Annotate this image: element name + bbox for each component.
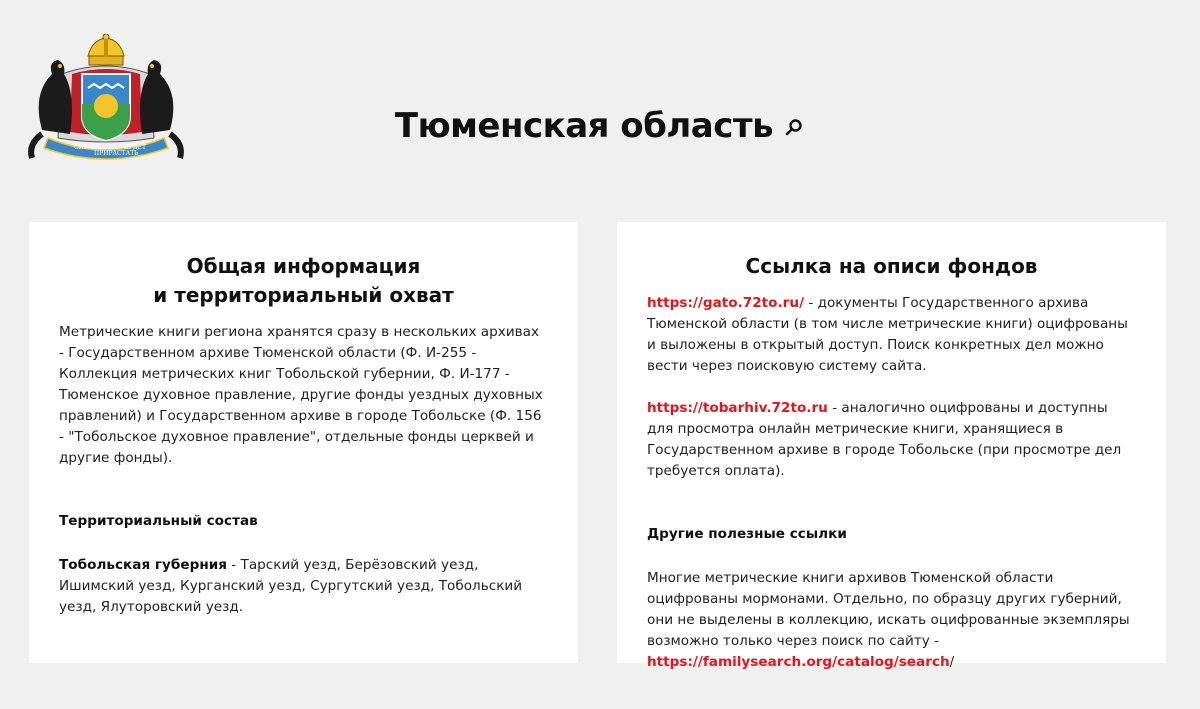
ribbon-text: ПРИРАСТАТЬ (94, 150, 139, 157)
page-title: Тюменская область (394, 106, 774, 146)
gato-link[interactable]: https://gato.72to.ru/ (647, 295, 805, 311)
territory-paragraph (59, 555, 548, 618)
ribbon-text: БУДЕТ (124, 144, 147, 151)
tobarhiv-description: - аналогично оцифрованы и доступны для просмотра онлайн метрические книги, хранящиеся в Государственном архиве в городе Тобольске (при просмотре дел требуется оплата). (647, 400, 1122, 479)
familysearch-link[interactable]: https://familysearch.org/catalog/search (647, 654, 950, 670)
search-icon (785, 118, 803, 136)
familysearch-description: Многие метрические книги архивов Тюменской области оцифрованы мормонами. Отдельно, по образцу других губерний, они не выделены в коллекцию, искать оцифрованные экземпляры возможно только через поиск по сайту - (647, 570, 1130, 649)
familysearch-suffix: / (949, 654, 955, 670)
archives-description: Метрические книги региона хранятся сразу в нескольких архивах - Государственном архиве Тюменской области (Ф. И-255 - Коллекция метрических книг Тобольской губернии, Ф. И-177 - Тюменское духовное правление, другие фонды уездных духовных правлений) и Государственном архиве в городе Тобольске (Ф. 156 - "Тобольское духовное правление", отдельные фонды церквей и другие фонды). (59, 324, 543, 466)
gato-description: - документы Государственного архива Тюменской области (в том числе метрические книги) оцифрованы и выложены в открытый доступ. Поиск конкретных дел можно вести через поисковую систему сайта. (647, 295, 1128, 374)
search-button[interactable] (783, 116, 805, 138)
other-links-heading: Другие полезные ссылки (647, 526, 847, 542)
ribbon-text: СИБИРЬ (74, 144, 102, 151)
territory-heading: Территориальный состав (59, 513, 258, 529)
general-info-title-line2: и территориальный охват (153, 283, 454, 307)
territory-list: - Тарский уезд, Берёзовский уезд, Ишимский уезд, Курганский уезд, Сургутский уезд, Тобольский уезд, Ялуторовский уезд. (59, 557, 523, 615)
tobarhiv-paragraph (647, 398, 1136, 482)
general-info-title (59, 252, 548, 310)
fund-links-card (617, 222, 1166, 670)
tobarhiv-link[interactable]: https://tobarhiv.72to.ru (647, 400, 828, 416)
territory-name: Тобольская губерния (59, 557, 227, 573)
general-info-card (29, 222, 578, 663)
page-header (0, 96, 1200, 156)
gato-paragraph (647, 293, 1136, 377)
general-info-title-line1: Общая информация (186, 254, 421, 278)
fund-links-title: Ссылка на описи фондов (745, 254, 1038, 278)
familysearch-paragraph (647, 568, 1136, 673)
